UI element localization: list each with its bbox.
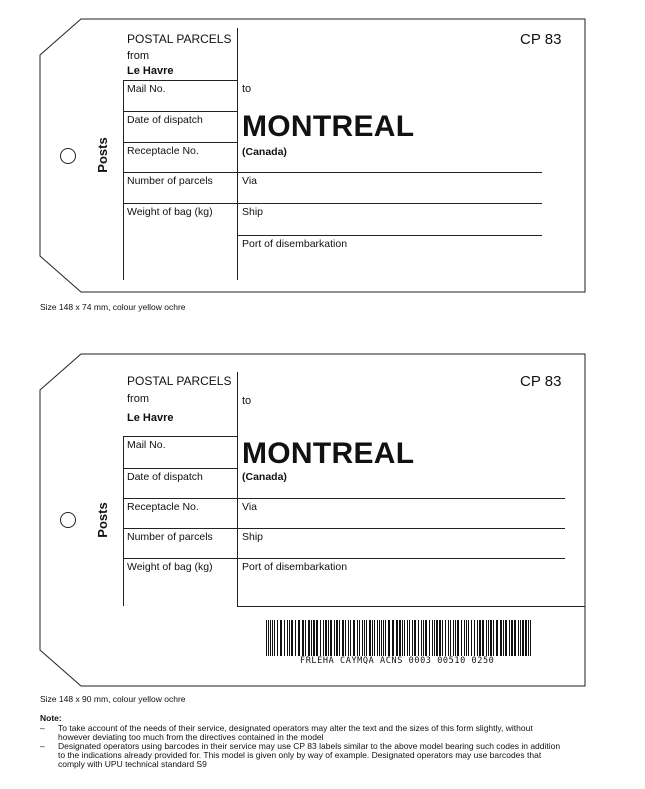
postal-parcels-header: POSTAL PARCELS xyxy=(127,374,232,388)
size-caption-1: Size 148 x 74 mm, colour yellow ochre xyxy=(40,302,186,312)
number-of-parcels-label: Number of parcels xyxy=(127,175,213,187)
note-bullet: – xyxy=(40,741,45,751)
mail-no-label: Mail No. xyxy=(127,439,166,451)
note-line: Designated operators using barcodes in their service may use CP 83 labels similar to the above model bearing such codes in addition xyxy=(58,741,561,751)
barcode-bar xyxy=(305,620,306,656)
receptacle-no-label: Receptacle No. xyxy=(127,501,199,513)
barcode-bar xyxy=(482,620,484,656)
barcode-bar xyxy=(409,620,410,656)
barcode-bar xyxy=(522,620,524,656)
field-line xyxy=(123,468,237,469)
barcode-bar xyxy=(308,620,310,656)
barcode-bar xyxy=(412,620,413,656)
field-line xyxy=(123,172,237,173)
barcode-bar xyxy=(342,620,344,656)
field-line xyxy=(237,528,565,529)
barcode-bar xyxy=(520,620,521,656)
barcode-bar xyxy=(518,620,519,656)
barcode-bar xyxy=(477,620,478,656)
note-heading: Note: xyxy=(40,713,62,723)
barcode-bar xyxy=(325,620,327,656)
barcode-bar xyxy=(328,620,329,656)
date-of-dispatch-label: Date of dispatch xyxy=(127,114,203,126)
barcode-bar xyxy=(364,620,365,656)
note-line: however deviating too much from the directives contained in the model xyxy=(58,732,324,742)
barcode-bar xyxy=(414,620,416,656)
barcode-bar xyxy=(407,620,408,656)
barcode-bar xyxy=(457,620,459,656)
field-line xyxy=(123,80,237,81)
destination-city: MONTREAL xyxy=(242,110,415,143)
ship-label: Ship xyxy=(242,531,264,543)
to-label: to xyxy=(242,83,252,95)
barcode-bar xyxy=(291,620,293,656)
barcode-bar xyxy=(313,620,315,656)
barcode-bar xyxy=(280,620,282,656)
note-line: To take account of the needs of their service, designated operators may alter the text and the sizes of this form slightly, without xyxy=(58,723,533,733)
mail-no-label: Mail No. xyxy=(127,83,166,95)
barcode-bar xyxy=(385,620,386,656)
barcode-bar xyxy=(377,620,378,656)
barcode-bar xyxy=(490,620,492,656)
barcode-bar xyxy=(399,620,401,656)
barcode-bar xyxy=(345,620,346,656)
barcode-bar xyxy=(350,620,351,656)
barcode-bar xyxy=(388,620,390,656)
from-label: from xyxy=(127,393,149,405)
weight-of-bag-label: Weight of bag (kg) xyxy=(127,561,213,573)
barcode-bar xyxy=(334,620,335,656)
barcode-bar xyxy=(284,620,285,656)
field-line xyxy=(123,558,237,559)
barcode-bar xyxy=(359,620,360,656)
barcode-bar xyxy=(514,620,516,656)
barcode-bar xyxy=(366,620,367,656)
barcode-bar xyxy=(486,620,487,656)
receptacle-no-label: Receptacle No. xyxy=(127,145,199,157)
via-label: Via xyxy=(242,175,257,187)
note-bullet: – xyxy=(40,723,45,733)
string-hole-icon xyxy=(60,512,76,528)
barcode-bar xyxy=(372,620,373,656)
barcode-bar xyxy=(272,620,273,656)
port-of-disembarkation-label: Port of disembarkation xyxy=(242,561,348,573)
barcode-bar xyxy=(488,620,489,656)
field-line xyxy=(123,203,237,204)
barcode-bar xyxy=(274,620,275,656)
barcode-bar xyxy=(374,620,375,656)
barcode-bar xyxy=(421,620,422,656)
via-label: Via xyxy=(242,501,257,513)
barcode-bar xyxy=(316,620,318,656)
form-code: CP 83 xyxy=(520,373,562,390)
barcode-bar xyxy=(442,620,443,656)
number-of-parcels-label: Number of parcels xyxy=(127,531,213,543)
barcode-bar xyxy=(336,620,338,656)
barcode-bar xyxy=(348,620,349,656)
barcode-bar xyxy=(404,620,405,656)
barcode-bar xyxy=(453,620,454,656)
barcode-bar xyxy=(379,620,380,656)
destination-city: MONTREAL xyxy=(242,437,415,470)
size-caption-2: Size 148 x 90 mm, colour yellow ochre xyxy=(40,694,186,704)
field-line xyxy=(237,172,542,173)
barcode-bar xyxy=(298,620,300,656)
column-divider xyxy=(237,28,238,280)
field-line xyxy=(123,528,237,529)
barcode-bar xyxy=(434,620,435,656)
barcode-bar xyxy=(500,620,502,656)
barcode-bar xyxy=(287,620,288,656)
destination-country: (Canada) xyxy=(242,146,287,158)
barcode-bar xyxy=(357,620,358,656)
field-line xyxy=(237,235,542,236)
barcode-text: FRLEHA CAYMQA ACNS 0003 00510 0250 xyxy=(300,656,495,666)
barcode-bar xyxy=(530,620,531,656)
barcode-bar xyxy=(479,620,481,656)
barcode-bar xyxy=(381,620,382,656)
field-line xyxy=(123,142,237,143)
barcode-bar xyxy=(402,620,403,656)
barcode-bar xyxy=(445,620,446,656)
field-line xyxy=(123,498,237,499)
barcode-bar xyxy=(302,620,304,656)
barcode-bar xyxy=(511,620,513,656)
barcode-bar xyxy=(425,620,427,656)
string-hole-icon xyxy=(60,148,76,164)
field-line xyxy=(123,436,237,437)
barcode xyxy=(266,620,534,656)
barcode-bar xyxy=(436,620,438,656)
form-code: CP 83 xyxy=(520,31,562,48)
barcode-bar xyxy=(330,620,332,656)
barcode-bar xyxy=(471,620,472,656)
barcode-bar xyxy=(450,620,451,656)
date-of-dispatch-label: Date of dispatch xyxy=(127,471,203,483)
barcode-bar xyxy=(468,620,469,656)
posts-side-label: Posts xyxy=(95,137,110,173)
barcode-bar xyxy=(429,620,430,656)
ship-label: Ship xyxy=(242,206,264,218)
barcode-bar xyxy=(528,620,529,656)
barcode-bar xyxy=(505,620,507,656)
barcode-bar xyxy=(432,620,433,656)
barcode-bar xyxy=(439,620,441,656)
postal-parcels-header: POSTAL PARCELS xyxy=(127,32,232,46)
destination-country: (Canada) xyxy=(242,471,287,483)
barcode-bar xyxy=(418,620,419,656)
barcode-bar xyxy=(464,620,465,656)
weight-of-bag-label: Weight of bag (kg) xyxy=(127,206,213,218)
field-line xyxy=(237,498,565,499)
left-column-border xyxy=(123,436,124,606)
barcode-bar xyxy=(369,620,371,656)
from-city: Le Havre xyxy=(127,412,174,424)
barcode-bar xyxy=(448,620,449,656)
port-of-disembarkation-label: Port of disembarkation xyxy=(242,238,348,250)
field-line xyxy=(123,111,237,112)
barcode-bar xyxy=(323,620,324,656)
barcode-bar xyxy=(295,620,296,656)
note-line: comply with UPU technical standard S9 xyxy=(58,759,207,769)
barcode-bar xyxy=(455,620,456,656)
barcode-bar xyxy=(503,620,504,656)
barcode-bar xyxy=(353,620,355,656)
barcode-bar xyxy=(396,620,398,656)
barcode-bar xyxy=(461,620,462,656)
to-label: to xyxy=(242,395,252,407)
barcode-bar xyxy=(525,620,527,656)
barcode-bar xyxy=(339,620,340,656)
column-divider xyxy=(237,372,238,606)
barcode-bar xyxy=(270,620,271,656)
barcode-bar xyxy=(268,620,269,656)
barcode-bar xyxy=(289,620,290,656)
barcode-bar xyxy=(496,620,498,656)
from-city: Le Havre xyxy=(127,65,174,77)
field-line xyxy=(237,558,565,559)
from-label: from xyxy=(127,50,149,62)
barcode-bar xyxy=(474,620,475,656)
barcode-bar xyxy=(423,620,424,656)
barcode-bar xyxy=(277,620,278,656)
field-line xyxy=(237,203,542,204)
barcode-bar xyxy=(466,620,467,656)
left-column-border xyxy=(123,80,124,280)
barcode-bar xyxy=(362,620,363,656)
barcode-bar xyxy=(392,620,394,656)
barcode-bar xyxy=(311,620,312,656)
barcode-bar xyxy=(493,620,494,656)
barcode-bar xyxy=(509,620,510,656)
barcode-area-line xyxy=(237,606,585,607)
barcode-bar xyxy=(266,620,267,656)
posts-side-label: Posts xyxy=(95,502,110,538)
barcode-bar xyxy=(383,620,384,656)
note-line: to the indications already provided for. This model is given only by way of example. Designated operators may use barcodes that xyxy=(58,750,542,760)
barcode-bar xyxy=(320,620,321,656)
